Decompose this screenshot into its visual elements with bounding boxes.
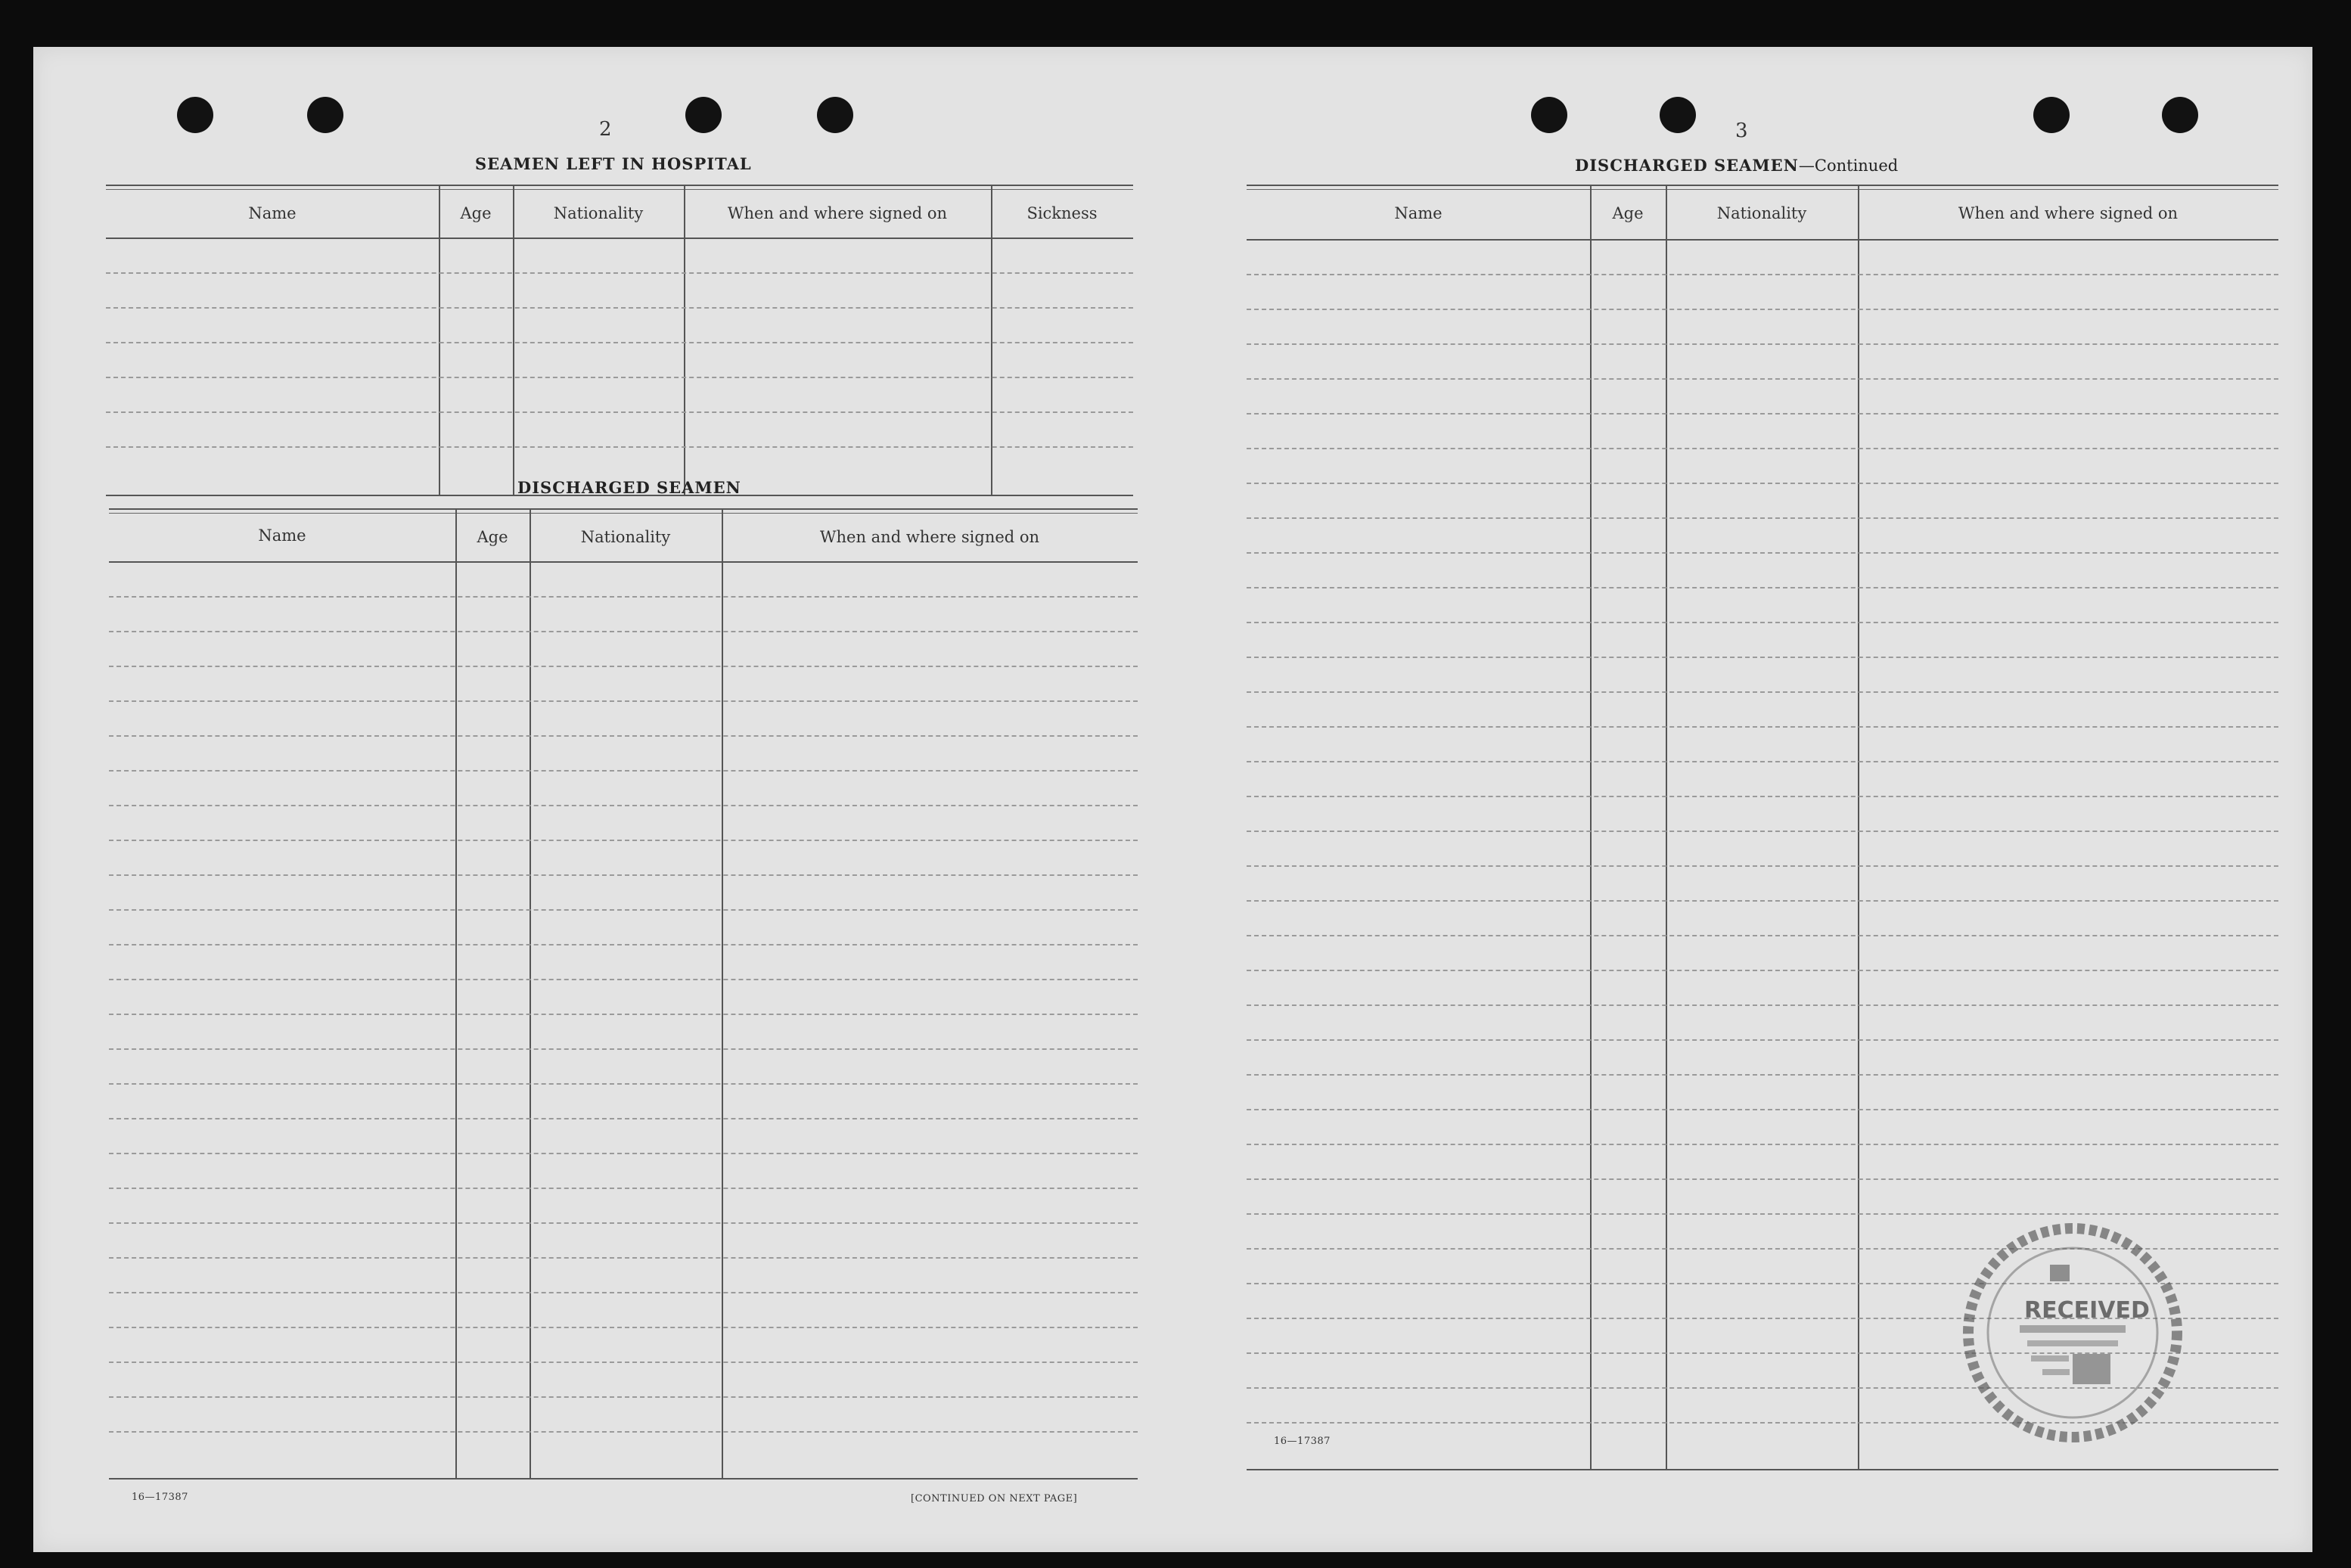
hospital-section-title: SEAMEN LEFT IN HOSPITAL <box>475 154 752 173</box>
col-header-nationality: Nationality <box>553 204 644 222</box>
table-row <box>109 735 1138 737</box>
table-row <box>1247 831 2278 832</box>
table-row <box>1247 1178 2278 1180</box>
table-row <box>109 1292 1138 1293</box>
page-number-right: 3 <box>1735 120 1748 142</box>
table-row <box>1247 274 2278 275</box>
table-row <box>109 944 1138 945</box>
table-row <box>109 1188 1138 1189</box>
table-row <box>109 1327 1138 1328</box>
table-row <box>106 411 1133 413</box>
form-number-left: 16—17387 <box>132 1492 188 1503</box>
col-header-name: Name <box>258 526 306 545</box>
col-header-nationality: Nationality <box>1716 204 1807 222</box>
col-header-name: Name <box>248 204 297 222</box>
page-number-left: 2 <box>599 118 612 141</box>
punch-hole-icon <box>817 97 853 133</box>
col-header-age: Age <box>460 204 492 222</box>
table-row <box>106 377 1133 378</box>
col-header-sickness: Sickness <box>1026 204 1098 222</box>
continued-note: [CONTINUED ON NEXT PAGE] <box>911 1493 1078 1504</box>
table-row <box>109 1048 1138 1050</box>
table-row <box>109 1083 1138 1085</box>
table-row <box>106 342 1133 343</box>
table-row <box>1247 622 2278 623</box>
table-row <box>109 1396 1138 1398</box>
table-row <box>109 596 1138 598</box>
table-row <box>109 1014 1138 1015</box>
table-row <box>109 770 1138 772</box>
table-row <box>109 700 1138 702</box>
form-number-right: 16—17387 <box>1274 1436 1331 1447</box>
table-row <box>1247 970 2278 971</box>
received-stamp <box>1959 1219 2186 1446</box>
table-row <box>109 874 1138 876</box>
table-row <box>1247 691 2278 693</box>
table-row <box>1247 343 2278 345</box>
col-header-age: Age <box>1612 204 1644 222</box>
table-row <box>1247 726 2278 728</box>
table-row <box>1247 552 2278 554</box>
table-row <box>109 1431 1138 1433</box>
discharged-continued-title-suffix: —Continued <box>1798 157 1899 175</box>
table-row <box>1247 900 2278 902</box>
table-row <box>109 1257 1138 1259</box>
col-header-age: Age <box>477 528 508 546</box>
table-row <box>109 1153 1138 1154</box>
table-row <box>1247 796 2278 797</box>
table-row <box>1247 1109 2278 1110</box>
discharged-continued-title <box>1575 156 1898 175</box>
table-row <box>1247 1004 2278 1006</box>
table-row <box>109 1118 1138 1119</box>
col-header-signed-on: When and where signed on <box>727 204 948 222</box>
col-header-signed-on: When and where signed on <box>819 528 1040 546</box>
discharged-continued-title-main: DISCHARGED SEAMEN <box>1575 156 1799 175</box>
table-row <box>109 666 1138 667</box>
table-row <box>1247 657 2278 658</box>
punch-hole-icon <box>1531 97 1567 133</box>
discharged-table <box>109 508 1138 1484</box>
table-row <box>109 631 1138 632</box>
table-row <box>109 1222 1138 1224</box>
punch-hole-icon <box>177 97 213 133</box>
hospital-table <box>106 185 1133 502</box>
table-row <box>1247 587 2278 588</box>
table-row <box>1247 1213 2278 1215</box>
table-row <box>1247 448 2278 449</box>
col-header-name: Name <box>1394 204 1443 222</box>
table-row <box>109 805 1138 806</box>
col-header-signed-on: When and where signed on <box>1958 204 2179 222</box>
table-row <box>109 909 1138 911</box>
col-header-nationality: Nationality <box>580 528 671 546</box>
table-row <box>1247 1074 2278 1076</box>
table-row <box>1247 935 2278 936</box>
document-spread <box>33 47 2312 1552</box>
stamp-label: RECEIVED <box>2024 1297 2150 1324</box>
punch-hole-icon <box>685 97 722 133</box>
punch-hole-icon <box>2033 97 2070 133</box>
punch-hole-icon <box>1660 97 1696 133</box>
table-row <box>1247 865 2278 867</box>
table-row <box>1247 517 2278 519</box>
table-row <box>106 446 1133 448</box>
table-row <box>1247 309 2278 310</box>
table-row <box>1247 1039 2278 1041</box>
table-row <box>1247 761 2278 762</box>
table-row <box>109 979 1138 980</box>
table-row <box>106 307 1133 309</box>
punch-hole-icon <box>2162 97 2198 133</box>
table-row <box>1247 378 2278 380</box>
table-row <box>1247 483 2278 484</box>
discharged-section-title: DISCHARGED SEAMEN <box>517 478 741 497</box>
table-row <box>1247 413 2278 415</box>
table-row <box>109 1362 1138 1363</box>
table-row <box>1247 1144 2278 1145</box>
table-row <box>109 840 1138 841</box>
punch-hole-icon <box>307 97 343 133</box>
table-row <box>106 272 1133 274</box>
